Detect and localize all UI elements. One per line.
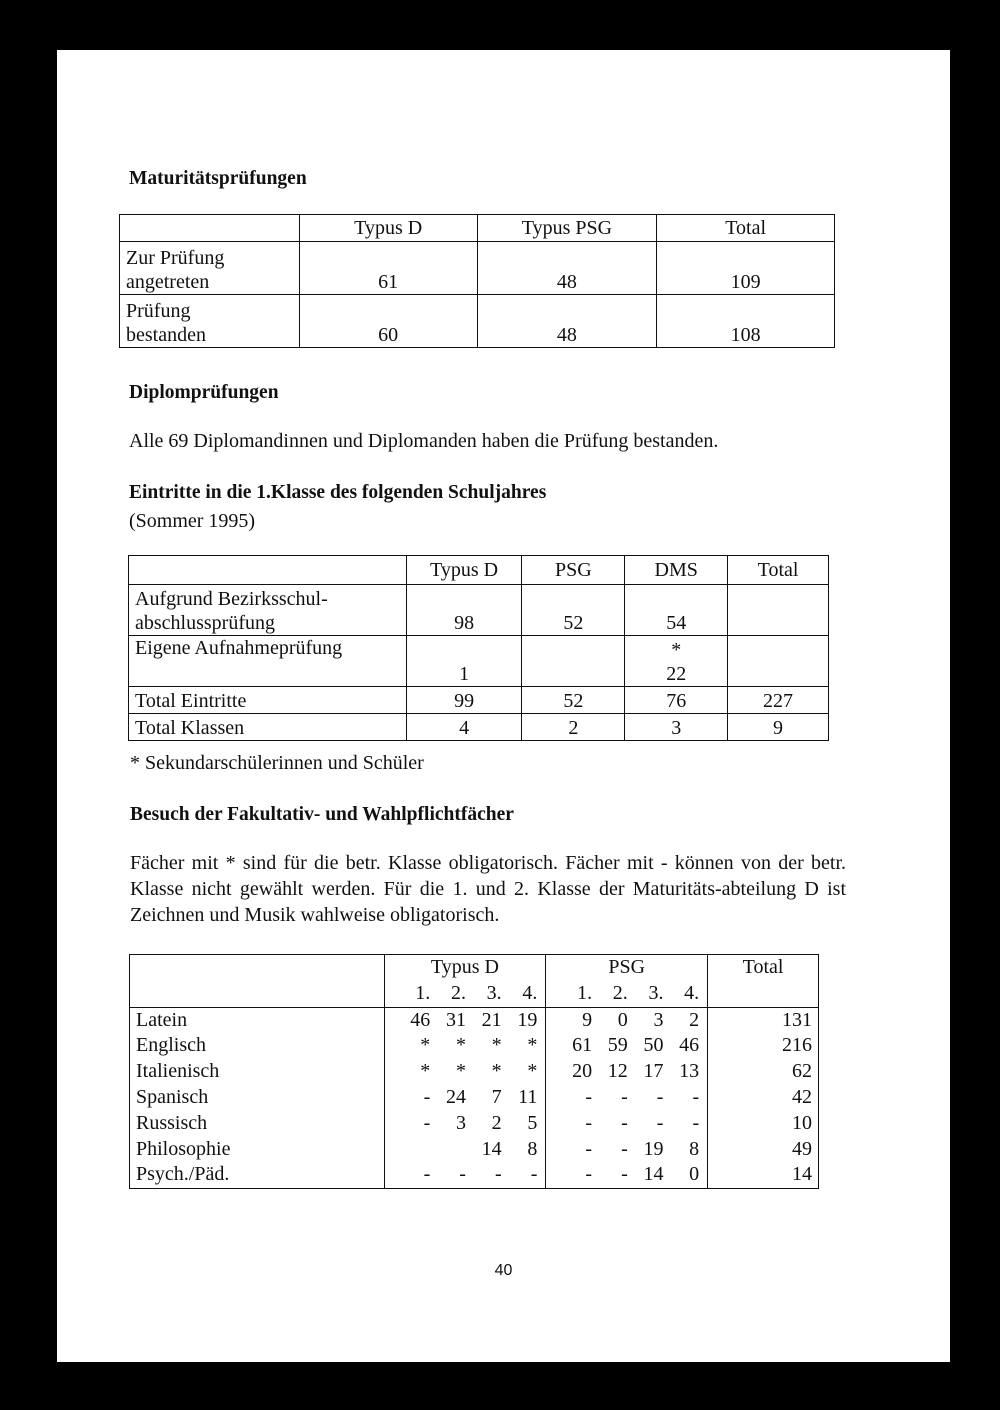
value-cell: 60 <box>299 295 477 348</box>
subject-label: Russisch <box>136 1111 208 1134</box>
table-row <box>129 585 829 636</box>
header-cell <box>129 556 407 585</box>
value-cell: 2 <box>522 714 625 741</box>
header-cell: Total <box>657 215 835 242</box>
group-header-typus-d: Typus D <box>430 956 499 978</box>
header-cell: Typus D <box>299 215 477 242</box>
typus-d-values <box>384 1007 546 1189</box>
section-title-maturitaetspruefungen: Maturitätsprüfungen <box>129 168 307 189</box>
table-row: 20 12 17 13 <box>572 1060 700 1083</box>
section-title-diplompruefungen: Diplomprüfungen <box>129 382 279 403</box>
footnote: * Sekundarschülerinnen und Schüler <box>130 752 424 774</box>
value-cell <box>728 636 829 687</box>
table-row: - 3 2 5 <box>423 1111 538 1134</box>
row-label: Total Klassen <box>129 714 407 741</box>
subject-label: Psych./Päd. <box>136 1163 230 1186</box>
section-subtitle: (Sommer 1995) <box>129 510 256 532</box>
header-cell: Typus D <box>406 556 522 585</box>
table-row: * * * * <box>420 1034 538 1057</box>
group-header-total: Total <box>742 956 784 978</box>
diploma-text: Alle 69 Diplomandinnen und Diplomanden haben die Prüfung bestanden. <box>129 430 719 452</box>
value-cell: 48 <box>477 242 657 295</box>
table-row: - - - - <box>585 1111 700 1134</box>
table-row: - - 19 8 <box>585 1137 700 1160</box>
header-cell: Total <box>728 556 829 585</box>
table-row <box>129 714 829 741</box>
header-cell <box>708 955 819 1008</box>
class-headers: 1. 2. 3. 4. <box>415 981 538 1004</box>
total-value: 10 <box>792 1111 812 1134</box>
table-row: 14 8 <box>481 1137 538 1160</box>
header-cell: DMS <box>625 556 728 585</box>
value-cell: 54 <box>625 585 728 636</box>
header-cell <box>384 955 546 1008</box>
subject-label: Latein <box>136 1008 188 1031</box>
table-row <box>129 636 829 687</box>
total-value: 14 <box>792 1163 812 1186</box>
value-cell: 109 <box>657 242 835 295</box>
value-cell: 98 <box>406 585 522 636</box>
subject-label: Englisch <box>136 1034 206 1057</box>
subject-label: Spanisch <box>136 1085 209 1108</box>
total-value: 42 <box>792 1085 812 1108</box>
header-cell: PSG <box>522 556 625 585</box>
table-row: - - - - <box>585 1085 700 1108</box>
row-label: Total Eintritte <box>129 687 407 714</box>
footnote-marker: * <box>671 639 682 661</box>
table-row <box>120 242 835 295</box>
table-row <box>129 687 829 714</box>
row-label: Prüfung bestanden <box>120 295 300 348</box>
table-row: - - - - <box>423 1163 538 1186</box>
header-cell <box>546 955 708 1008</box>
row-label: Aufgrund Bezirksschul- abschlussprüfung <box>129 585 407 636</box>
section-title-fakultativfaecher: Besuch der Fakultativ- und Wahlpflichtfächer <box>130 804 514 825</box>
value-cell: 4 <box>406 714 522 741</box>
subjects-description: Fächer mit * sind für die betr. Klasse obligatorisch. Fächer mit - können von der betr. Klasse nicht gewählt werden. Für die 1. und 2. Klasse der Maturitäts-abteilung D ist Zeichnen und Musik wahlweise obligatorisch. <box>130 852 846 926</box>
value-cell: 52 <box>522 585 625 636</box>
value-cell: 76 <box>625 687 728 714</box>
value-cell: 3 <box>625 714 728 741</box>
subject-label: Philosophie <box>136 1137 231 1160</box>
total-value: 49 <box>792 1137 812 1160</box>
value-cell: 48 <box>477 295 657 348</box>
table-row: * * * * <box>420 1060 538 1083</box>
class-headers: 1. 2. 3. 4. <box>577 981 700 1004</box>
total-value: 62 <box>792 1060 812 1083</box>
value-cell: 108 <box>657 295 835 348</box>
header-cell: Typus PSG <box>477 215 657 242</box>
value-cell: 9 <box>728 714 829 741</box>
value-cell <box>522 636 625 687</box>
value-cell: 1 <box>406 636 522 687</box>
value-cell <box>728 585 829 636</box>
section-title-eintritte: Eintritte in die 1.Klasse des folgenden Schuljahres <box>129 482 547 503</box>
electives-table <box>129 954 819 1189</box>
row-label: Eigene Aufnahmeprüfung <box>129 636 407 687</box>
table-row: - 24 7 11 <box>423 1085 538 1108</box>
table-row: 61 59 50 46 <box>572 1034 700 1057</box>
value-cell: 61 <box>299 242 477 295</box>
row-label: Zur Prüfung angetreten <box>120 242 300 295</box>
value-cell: 99 <box>406 687 522 714</box>
value-cell: 227 <box>728 687 829 714</box>
table-row: - - 14 0 <box>585 1163 700 1186</box>
total-value: 131 <box>782 1008 812 1031</box>
admissions-table <box>128 555 829 741</box>
maturity-exam-table <box>119 214 835 348</box>
page-number: 40 <box>494 1262 513 1279</box>
value-cell: * 22 <box>625 636 728 687</box>
totals-column <box>708 1007 819 1189</box>
table-row: 46 31 21 19 <box>410 1008 538 1031</box>
psg-values <box>546 1007 708 1189</box>
total-value: 216 <box>782 1034 812 1057</box>
group-header-psg: PSG <box>608 956 646 978</box>
subjects-column <box>130 1007 385 1189</box>
subject-label: Italienisch <box>136 1060 220 1083</box>
header-cell <box>120 215 300 242</box>
table-row: 9 0 3 2 <box>582 1008 700 1031</box>
document-page <box>57 50 950 1362</box>
table-row <box>120 295 835 348</box>
header-cell <box>130 955 385 1008</box>
value-cell: 52 <box>522 687 625 714</box>
